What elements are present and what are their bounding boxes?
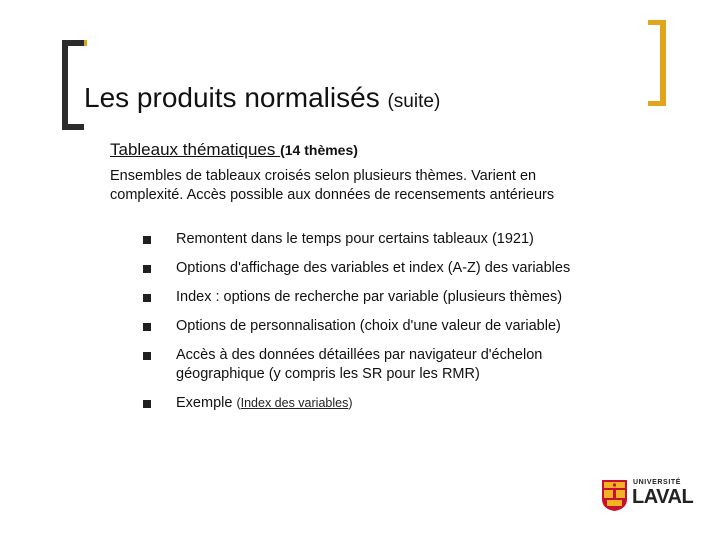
slide-title	[84, 82, 440, 114]
subheading-text: Tableaux thématiques	[110, 140, 281, 159]
bullet-square-icon	[143, 294, 151, 302]
logo-line2: LAVAL	[632, 486, 694, 508]
bullet-list	[143, 230, 623, 423]
bullet-square-icon	[143, 265, 151, 273]
laval-crest-icon	[601, 479, 628, 512]
bullet-item	[143, 230, 623, 249]
universite-laval-logo	[601, 479, 694, 515]
logo-line1: UNIVERSITÉ	[633, 479, 682, 486]
section-subheading	[110, 140, 358, 160]
subheading-count: (14 thèmes)	[280, 142, 358, 158]
example-close-paren: )	[348, 396, 353, 410]
bullet-text: Index : options de recherche par variable (plusieurs thèmes)	[176, 289, 563, 305]
intro-paragraph: Ensembles de tableaux croisés selon plusieurs thèmes. Varient en complexité. Accès possible aux données de recensements antérieurs	[110, 168, 555, 203]
example-prefix: Exemple	[176, 395, 237, 411]
bullet-text: Options d'affichage des variables et index (A-Z) des variables	[176, 260, 571, 276]
bullet-item	[143, 346, 623, 384]
bullet-text: Accès à des données détaillées par navigateur d'échelon géographique (y compris les SR pour les RMR)	[176, 347, 543, 382]
bullet-item	[143, 259, 623, 278]
slide-title-main: Les produits normalisés	[84, 82, 380, 113]
index-des-variables-link[interactable]: Index des variables	[240, 396, 349, 410]
bullet-square-icon	[143, 352, 151, 360]
slide-title-suffix: (suite)	[387, 91, 441, 112]
bullet-text: Options de personnalisation (choix d'une valeur de variable)	[176, 318, 561, 334]
bullet-item	[143, 317, 623, 336]
bullet-item-example	[143, 394, 623, 413]
bullet-text: Remontent dans le temps pour certains tableaux (1921)	[176, 231, 534, 247]
bullet-square-icon	[143, 323, 151, 331]
bullet-square-icon	[143, 236, 151, 244]
bullet-square-icon	[143, 400, 151, 408]
bullet-item	[143, 288, 623, 307]
example-open-paren: (	[236, 396, 241, 410]
